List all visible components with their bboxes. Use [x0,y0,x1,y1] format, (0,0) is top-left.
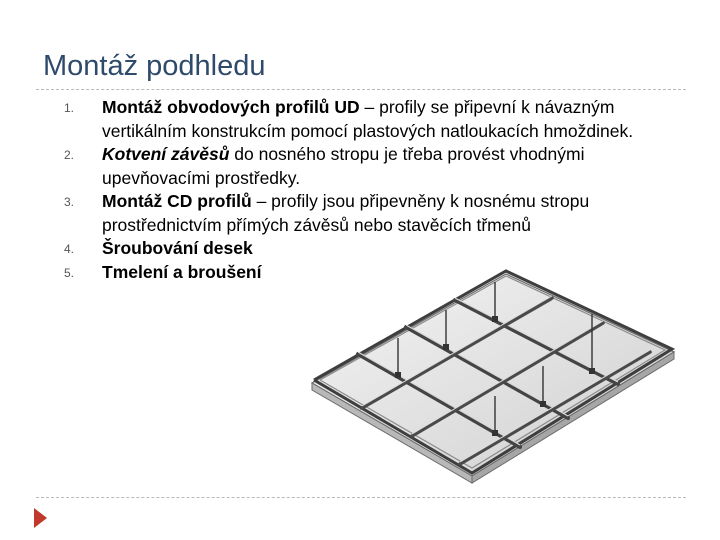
list-item-4 [60,237,670,261]
list-item-1 [60,96,670,143]
item-lead: Kotvení závěsů [102,144,230,164]
item-lead: Tmelení a broušení [102,261,262,282]
item-text: – profily se připevní k návazným vertikálním konstrukcím pomocí plastových natloukacích hmoždinek. [102,97,634,141]
item-text: – profily jsou připevněny k nosnému stropu prostřednictvím přímých závěsů nebo stavěcích třmenů [102,191,590,235]
title-divider [36,89,686,90]
item-lead: Montáž obvodových profilů UD [102,97,360,117]
item-number: 2. [64,148,75,162]
steps-list [60,96,670,284]
item-lead: Montáž CD profilů [102,191,252,211]
item-number: 3. [64,195,75,209]
item-lead: Šroubování desek [102,238,253,258]
footer-divider [36,497,686,498]
slide-title: Montáž podhledu [43,50,266,82]
item-number: 1. [64,101,75,115]
item-number: 4. [64,242,75,256]
ceiling-grid-illustration [300,268,680,492]
list-item-2 [60,143,670,190]
list-item-3 [60,190,670,237]
triangle-right-icon[interactable] [34,508,47,528]
item-text: do nosného stropu je třeba provést vhodnými upevňovacími prostředky. [102,144,585,188]
list-item-5 [60,261,670,285]
item-number: 5. [64,265,75,280]
